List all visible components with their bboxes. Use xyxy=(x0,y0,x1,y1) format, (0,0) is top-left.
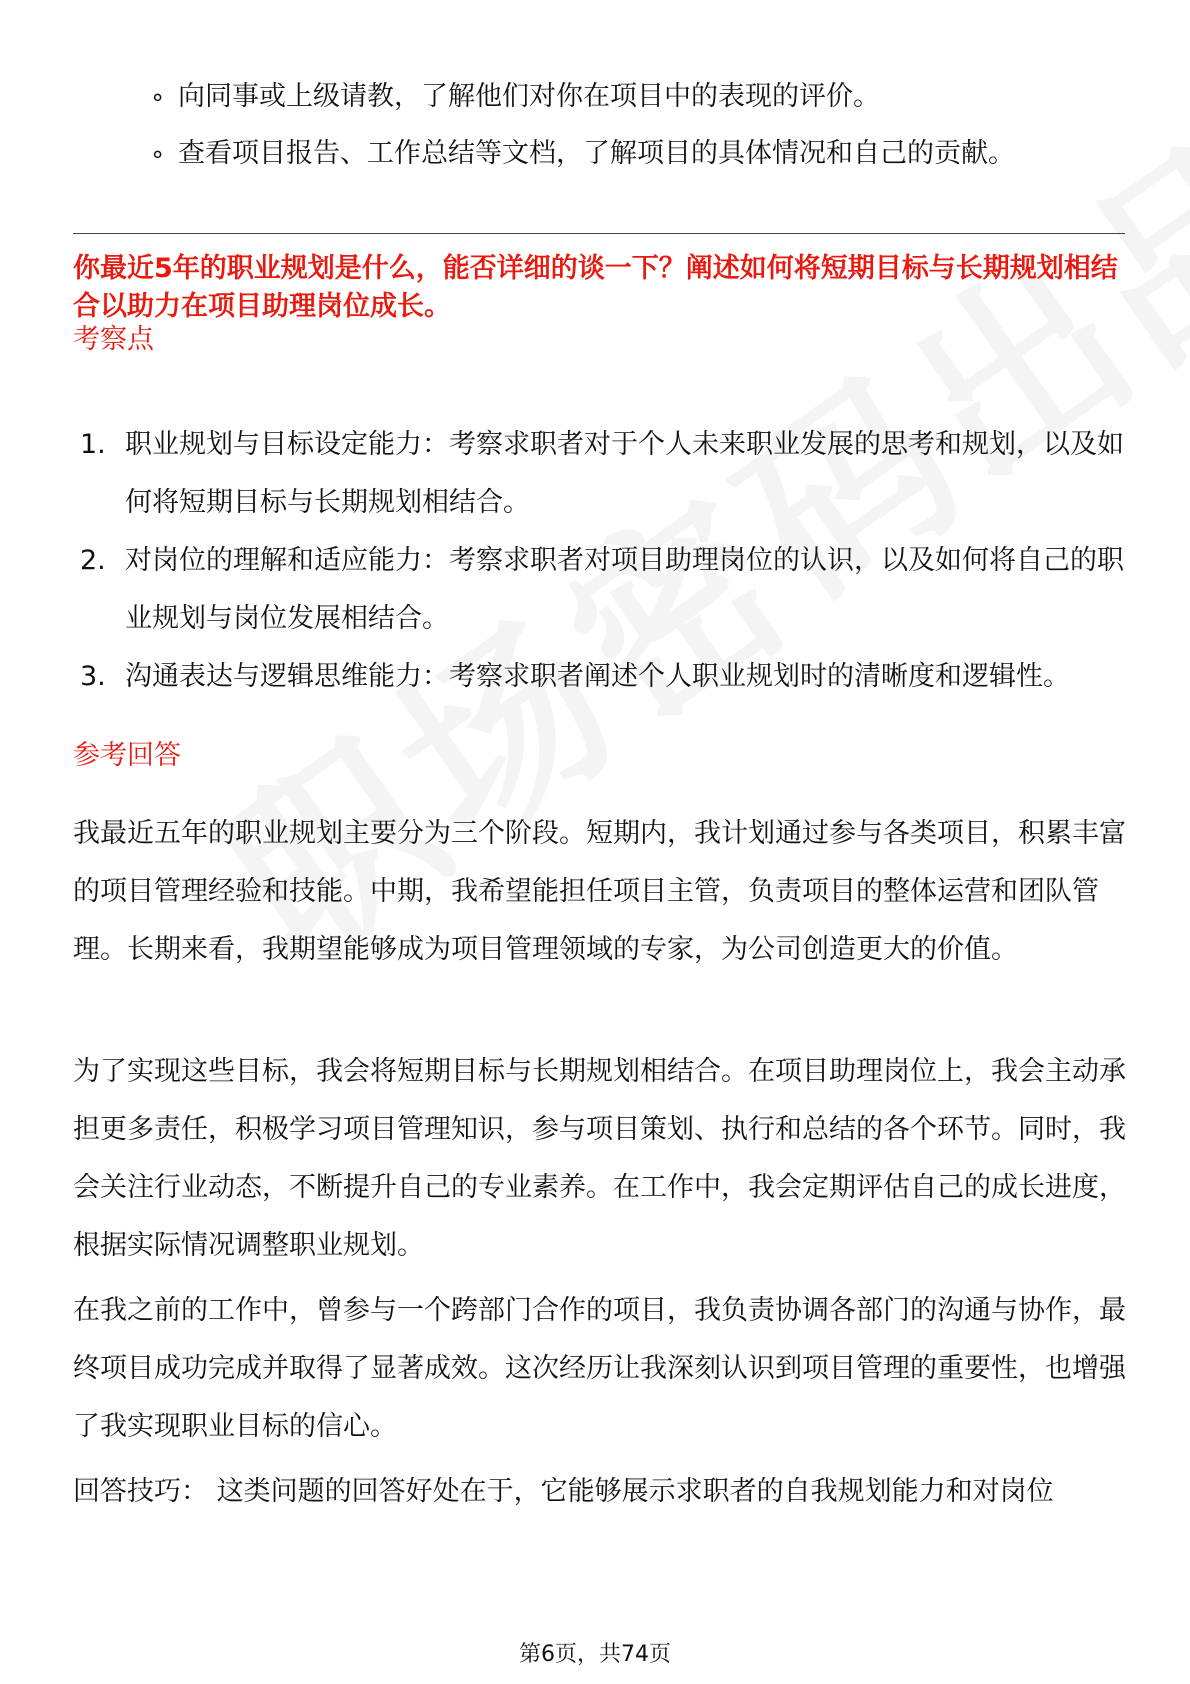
point-number: 3. xyxy=(80,661,106,692)
point-text: 对岗位的理解和适应能力：考察求职者对项目助理岗位的认识，以及如何将自己的职业规划与岗位发展相结合。 xyxy=(125,545,1124,634)
page-number: 第6页，共74页 xyxy=(519,1642,671,1667)
answer-paragraph: 我最近五年的职业规划主要分为三个阶段。短期内，我计划通过参与各类项目，积累丰富的项目管理经验和技能。中期，我希望能担任项目主管，负责项目的整体运营和团队管理。长期来看，我期望能够成为项目管理领域的专家，为公司创造更大的价值。 xyxy=(73,818,1126,965)
examine-point-list xyxy=(80,416,1130,706)
bullet-list xyxy=(150,68,1140,182)
point-text: 沟通表达与逻辑思维能力：考察求职者阐述个人职业规划时的清晰度和逻辑性。 xyxy=(125,661,1070,692)
bullet-icon: ∘ xyxy=(150,140,166,168)
tips-paragraph: 回答技巧： 这类问题的回答好处在于，它能够展示求职者的自我规划能力和对岗位 xyxy=(73,1476,1054,1507)
answer-paragraph: 在我之前的工作中，曾参与一个跨部门合作的项目，我负责协调各部门的沟通与协作，最终项目成功完成并取得了显著成效。这次经历让我深刻认识到项目管理的重要性，也增强了我实现职业目标的信心。 xyxy=(73,1295,1126,1442)
bullet-icon: ∘ xyxy=(150,83,166,111)
examine-title: 考察点 xyxy=(73,324,154,355)
bullet-text: 向同事或上级请教，了解他们对你在项目中的表现的评价。 xyxy=(178,81,880,112)
point-number: 2. xyxy=(80,545,106,576)
point-number: 1. xyxy=(80,429,106,460)
section-divider xyxy=(73,233,1125,234)
list-item xyxy=(80,416,1130,532)
answer-title: 参考回答 xyxy=(73,740,181,771)
list-item xyxy=(150,125,1140,182)
bullet-text: 查看项目报告、工作总结等文档，了解项目的具体情况和自己的贡献。 xyxy=(178,138,1015,169)
list-item xyxy=(80,648,1130,706)
point-text: 职业规划与目标设定能力：考察求职者对于个人未来职业发展的思考和规划，以及如何将短期目标与长期规划相结合。 xyxy=(125,429,1124,518)
question-heading: 你最近5年的职业规划是什么，能否详细的谈一下？阐述如何将短期目标与长期规划相结合以助力在项目助理岗位成长。 xyxy=(73,253,1118,322)
list-item xyxy=(80,532,1130,648)
answer-paragraph: 为了实现这些目标，我会将短期目标与长期规划相结合。在项目助理岗位上，我会主动承担更多责任，积极学习项目管理知识，参与项目策划、执行和总结的各个环节。同时，我会关注行业动态，不断提升自己的专业素养。在工作中，我会定期评估自己的成长进度，根据实际情况调整职业规划。 xyxy=(73,1056,1126,1261)
list-item xyxy=(150,68,1140,125)
